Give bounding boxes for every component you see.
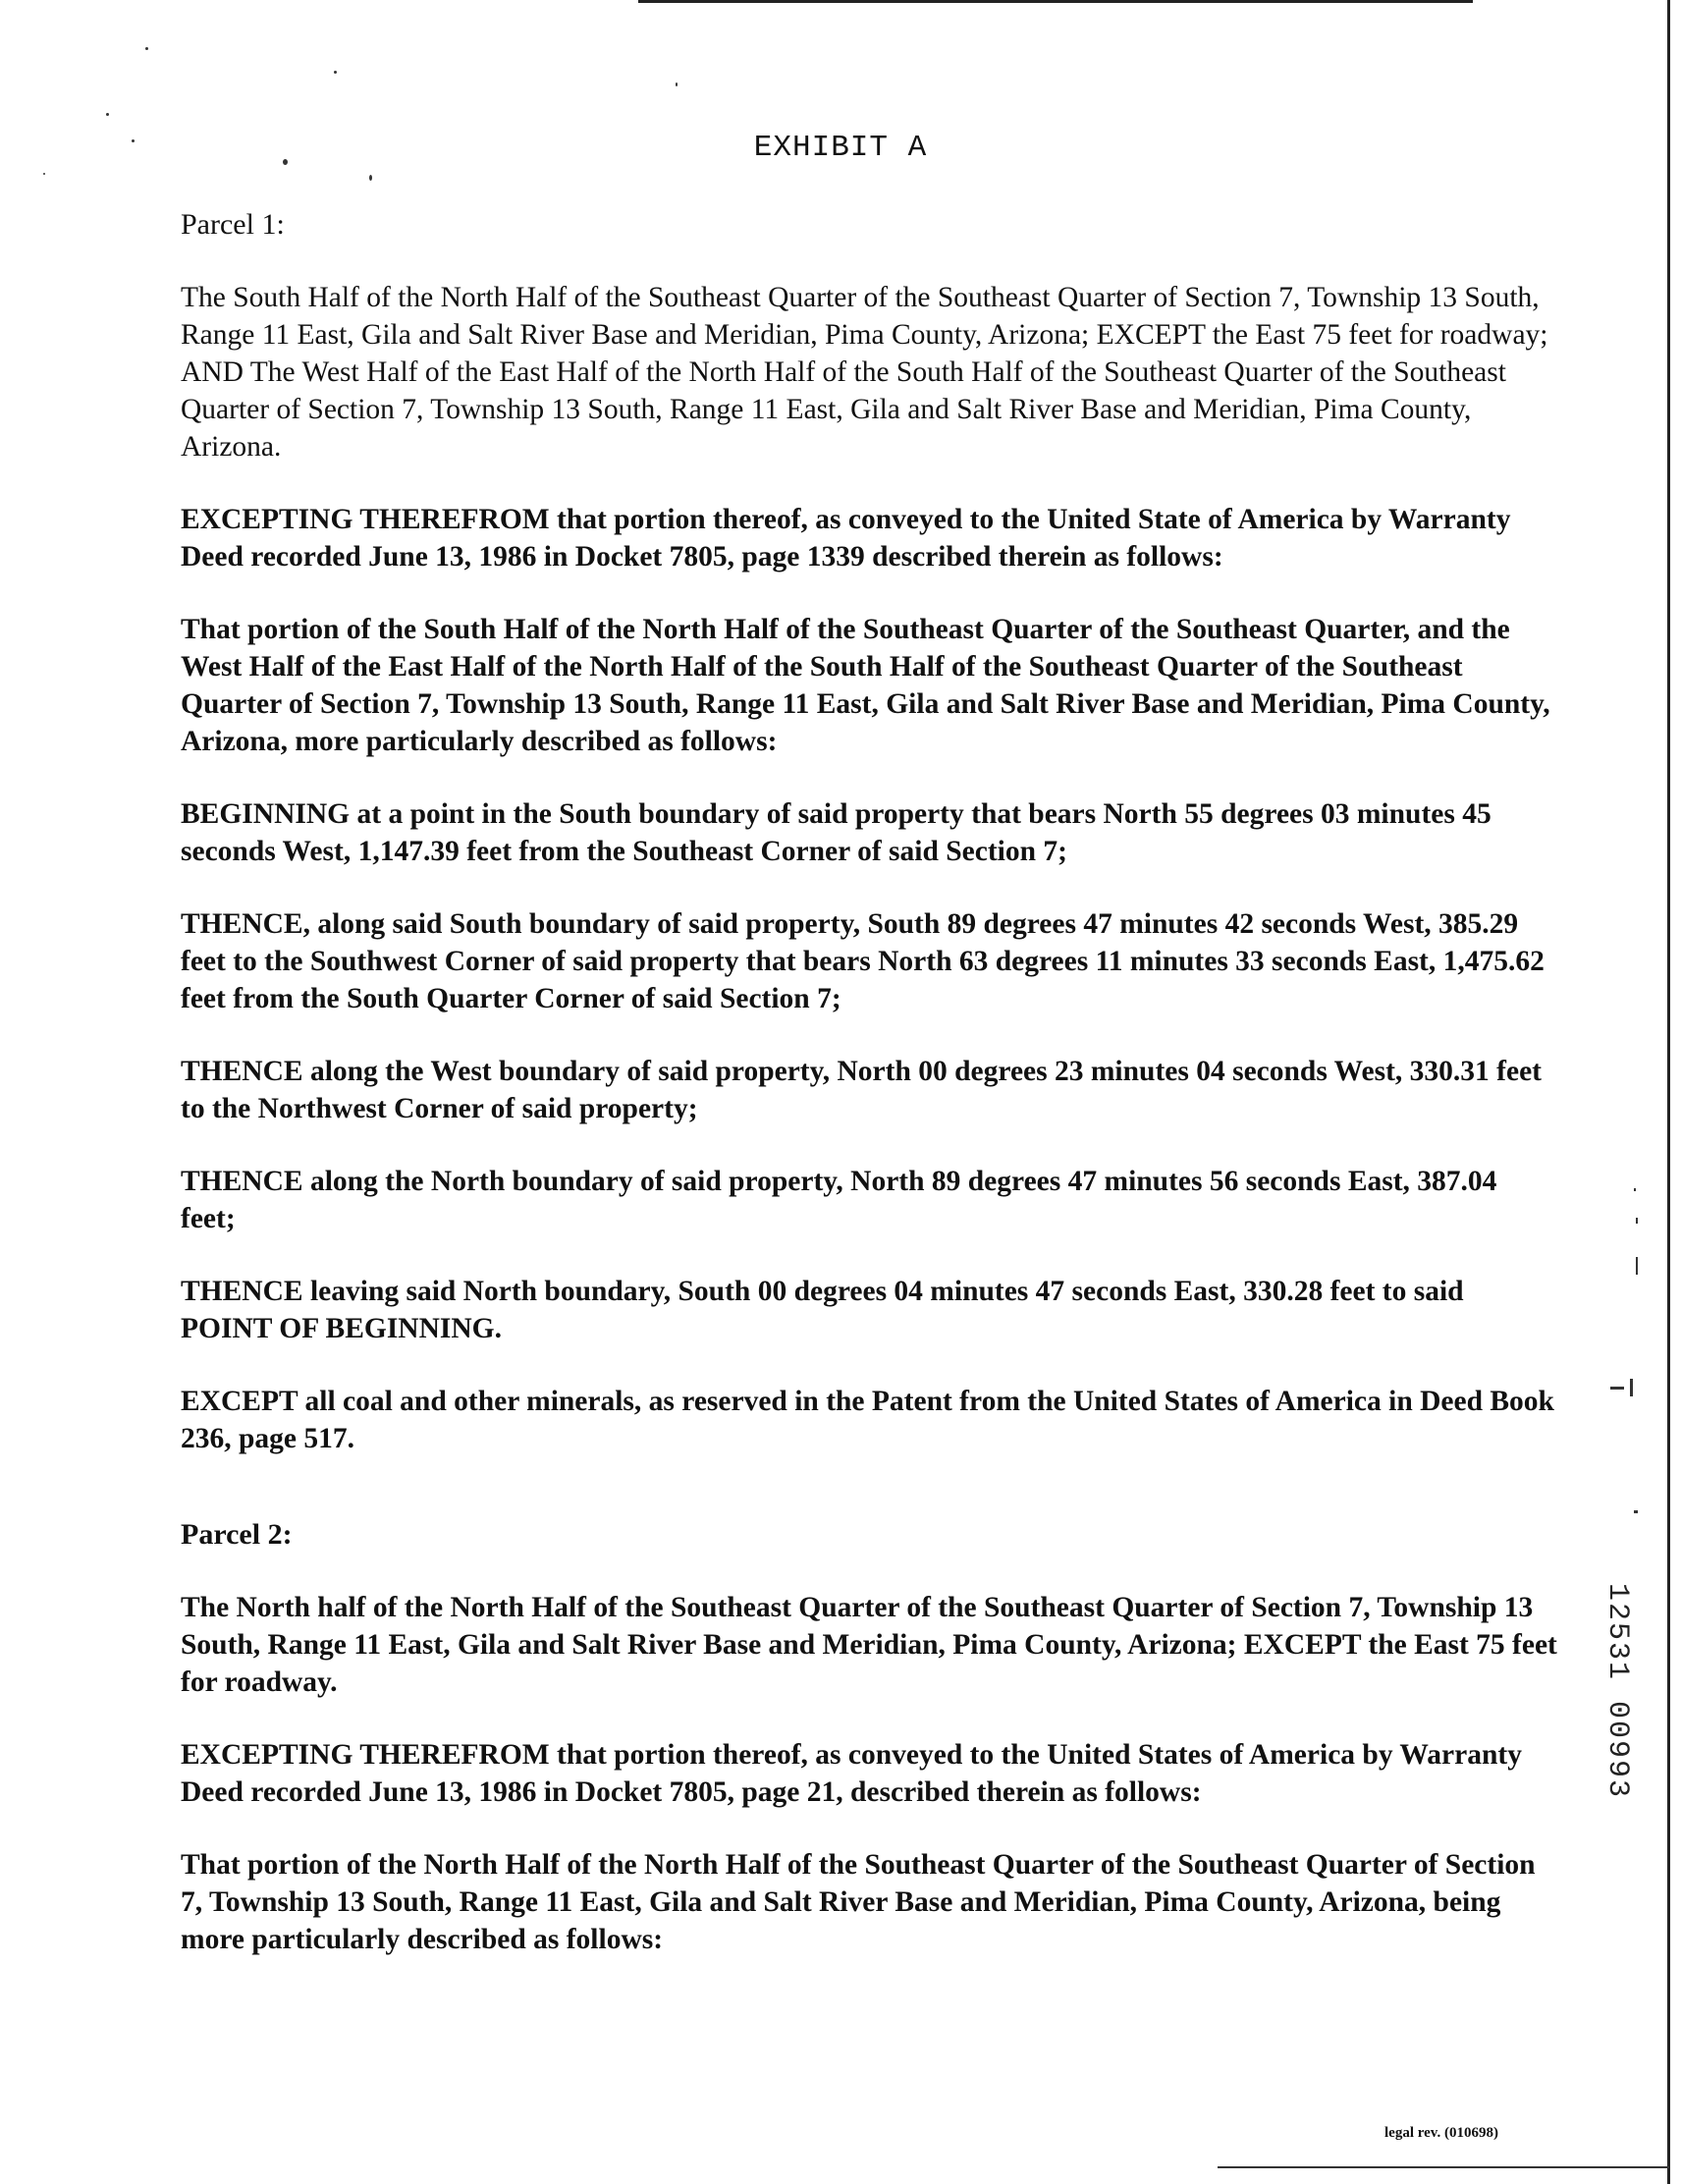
parcel-1-mineral-exception: EXCEPT all coal and other minerals, as reserved in the Patent from the United States of America in Deed Book 236, page 517.: [181, 1386, 1554, 1454]
margin-mark: [1636, 1257, 1638, 1275]
scan-speck: [145, 47, 148, 50]
parcel-1-heading: Parcel 1:: [181, 208, 285, 241]
parcel-2-description: The North half of the North Half of the Southeast Quarter of the Southeast Quarter of Section 7, Township 13 South, Range 11 East, Gila and Salt River Base and Meridian, Pima County, Arizona; EXCEPT the East 75 feet for roadway.: [181, 1592, 1557, 1698]
parcel-1-beginning-call: BEGINNING at a point in the South boundary of said property that bears North 55 degrees 03 minutes 45 seconds West, 1,147.39 feet from the Southeast Corner of said Section 7;: [181, 798, 1491, 867]
parcel-1-exception-description: That portion of the South Half of the North Half of the Southeast Quarter of the Southeast Quarter, and the West Half of the East Half of the North Half of the South Half of the Southeast Quarter of the Southeast Quarter of Section 7, Township 13 South, Range 11 East, Gila and Salt River Base and Meridian, Pima County, Arizona, more particularly described as follows:: [181, 614, 1550, 757]
parcel-1-thence-west: THENCE along the West boundary of said property, North 00 degrees 23 minutes 04 seconds West, 330.31 feet to the Northwest Corner of said property;: [181, 1056, 1542, 1124]
parcel-1-thence-south: THENCE, along said South boundary of said property, South 89 degrees 47 minutes 42 seconds West, 385.29 feet to the Southwest Corner of said property that bears North 63 degrees 11 minutes 33 seconds East, 1,475.62 feet from the South Quarter Corner of said Section 7;: [181, 908, 1545, 1014]
top-scan-border: [638, 0, 1473, 3]
margin-mark: [1634, 1510, 1638, 1513]
right-scan-border: [1667, 0, 1670, 2184]
margin-mark: [1636, 1218, 1638, 1224]
parcel-1-thence-leaving: THENCE leaving said North boundary, South 00 degrees 04 minutes 47 seconds East, 330.28 feet to said POINT OF BEGINNING.: [181, 1276, 1464, 1344]
scan-speck: [334, 71, 337, 74]
margin-mark: [1630, 1379, 1633, 1396]
parcel-1-exception: EXCEPTING THEREFROM that portion thereof, as conveyed to the United State of America by Warranty Deed recorded June 13, 1986 in Docket 7805, page 1339 described therein as follows:: [181, 504, 1511, 573]
bottom-scan-border: [1218, 2166, 1669, 2168]
parcel-2-exception: EXCEPTING THEREFROM that portion thereof, as conveyed to the United States of America by Warranty Deed recorded June 13, 1986 in Docket 7805, page 21, described therein as follows:: [181, 1739, 1522, 1808]
parcel-2-section: [173, 1518, 1557, 1958]
exhibit-title: EXHIBIT A: [753, 130, 928, 165]
margin-mark: [1634, 1188, 1636, 1191]
docket-page-number: 12531 00993: [1600, 1583, 1634, 1800]
footer-revision-note: legal rev. (010698): [1384, 2125, 1498, 2141]
parcel-1-thence-north: THENCE along the North boundary of said property, North 89 degrees 47 minutes 56 seconds East, 387.04 feet;: [181, 1166, 1497, 1234]
parcel-2-exception-description: That portion of the North Half of the North Half of the Southeast Quarter of the Southeast Quarter of Section 7, Township 13 South, Range 11 East, Gila and Salt River Base and Meridian, Pima County, Arizona, being more particularly described as follows:: [181, 1849, 1536, 1955]
parcel-2-heading: Parcel 2:: [181, 1518, 293, 1551]
scan-speck: [43, 173, 45, 175]
scan-speck: [676, 82, 678, 86]
parcel-1-description: The South Half of the North Half of the Southeast Quarter of the Southeast Quarter of Section 7, Township 13 South, Range 11 East, Gila and Salt River Base and Meridian, Pima County, Arizona; EXCEPT the East 75 feet for roadway; AND The West Half of the East Half of the North Half of the South Half of the Southeast Quarter of the Southeast Quarter of Section 7, Township 13 South, Range 11 East, Gila and Salt River Base and Meridian, Pima County, Arizona.: [181, 282, 1548, 463]
margin-mark: [1610, 1387, 1624, 1390]
scan-speck: [369, 175, 372, 181]
legal-description: [173, 208, 1557, 1993]
scan-speck: [106, 113, 109, 116]
